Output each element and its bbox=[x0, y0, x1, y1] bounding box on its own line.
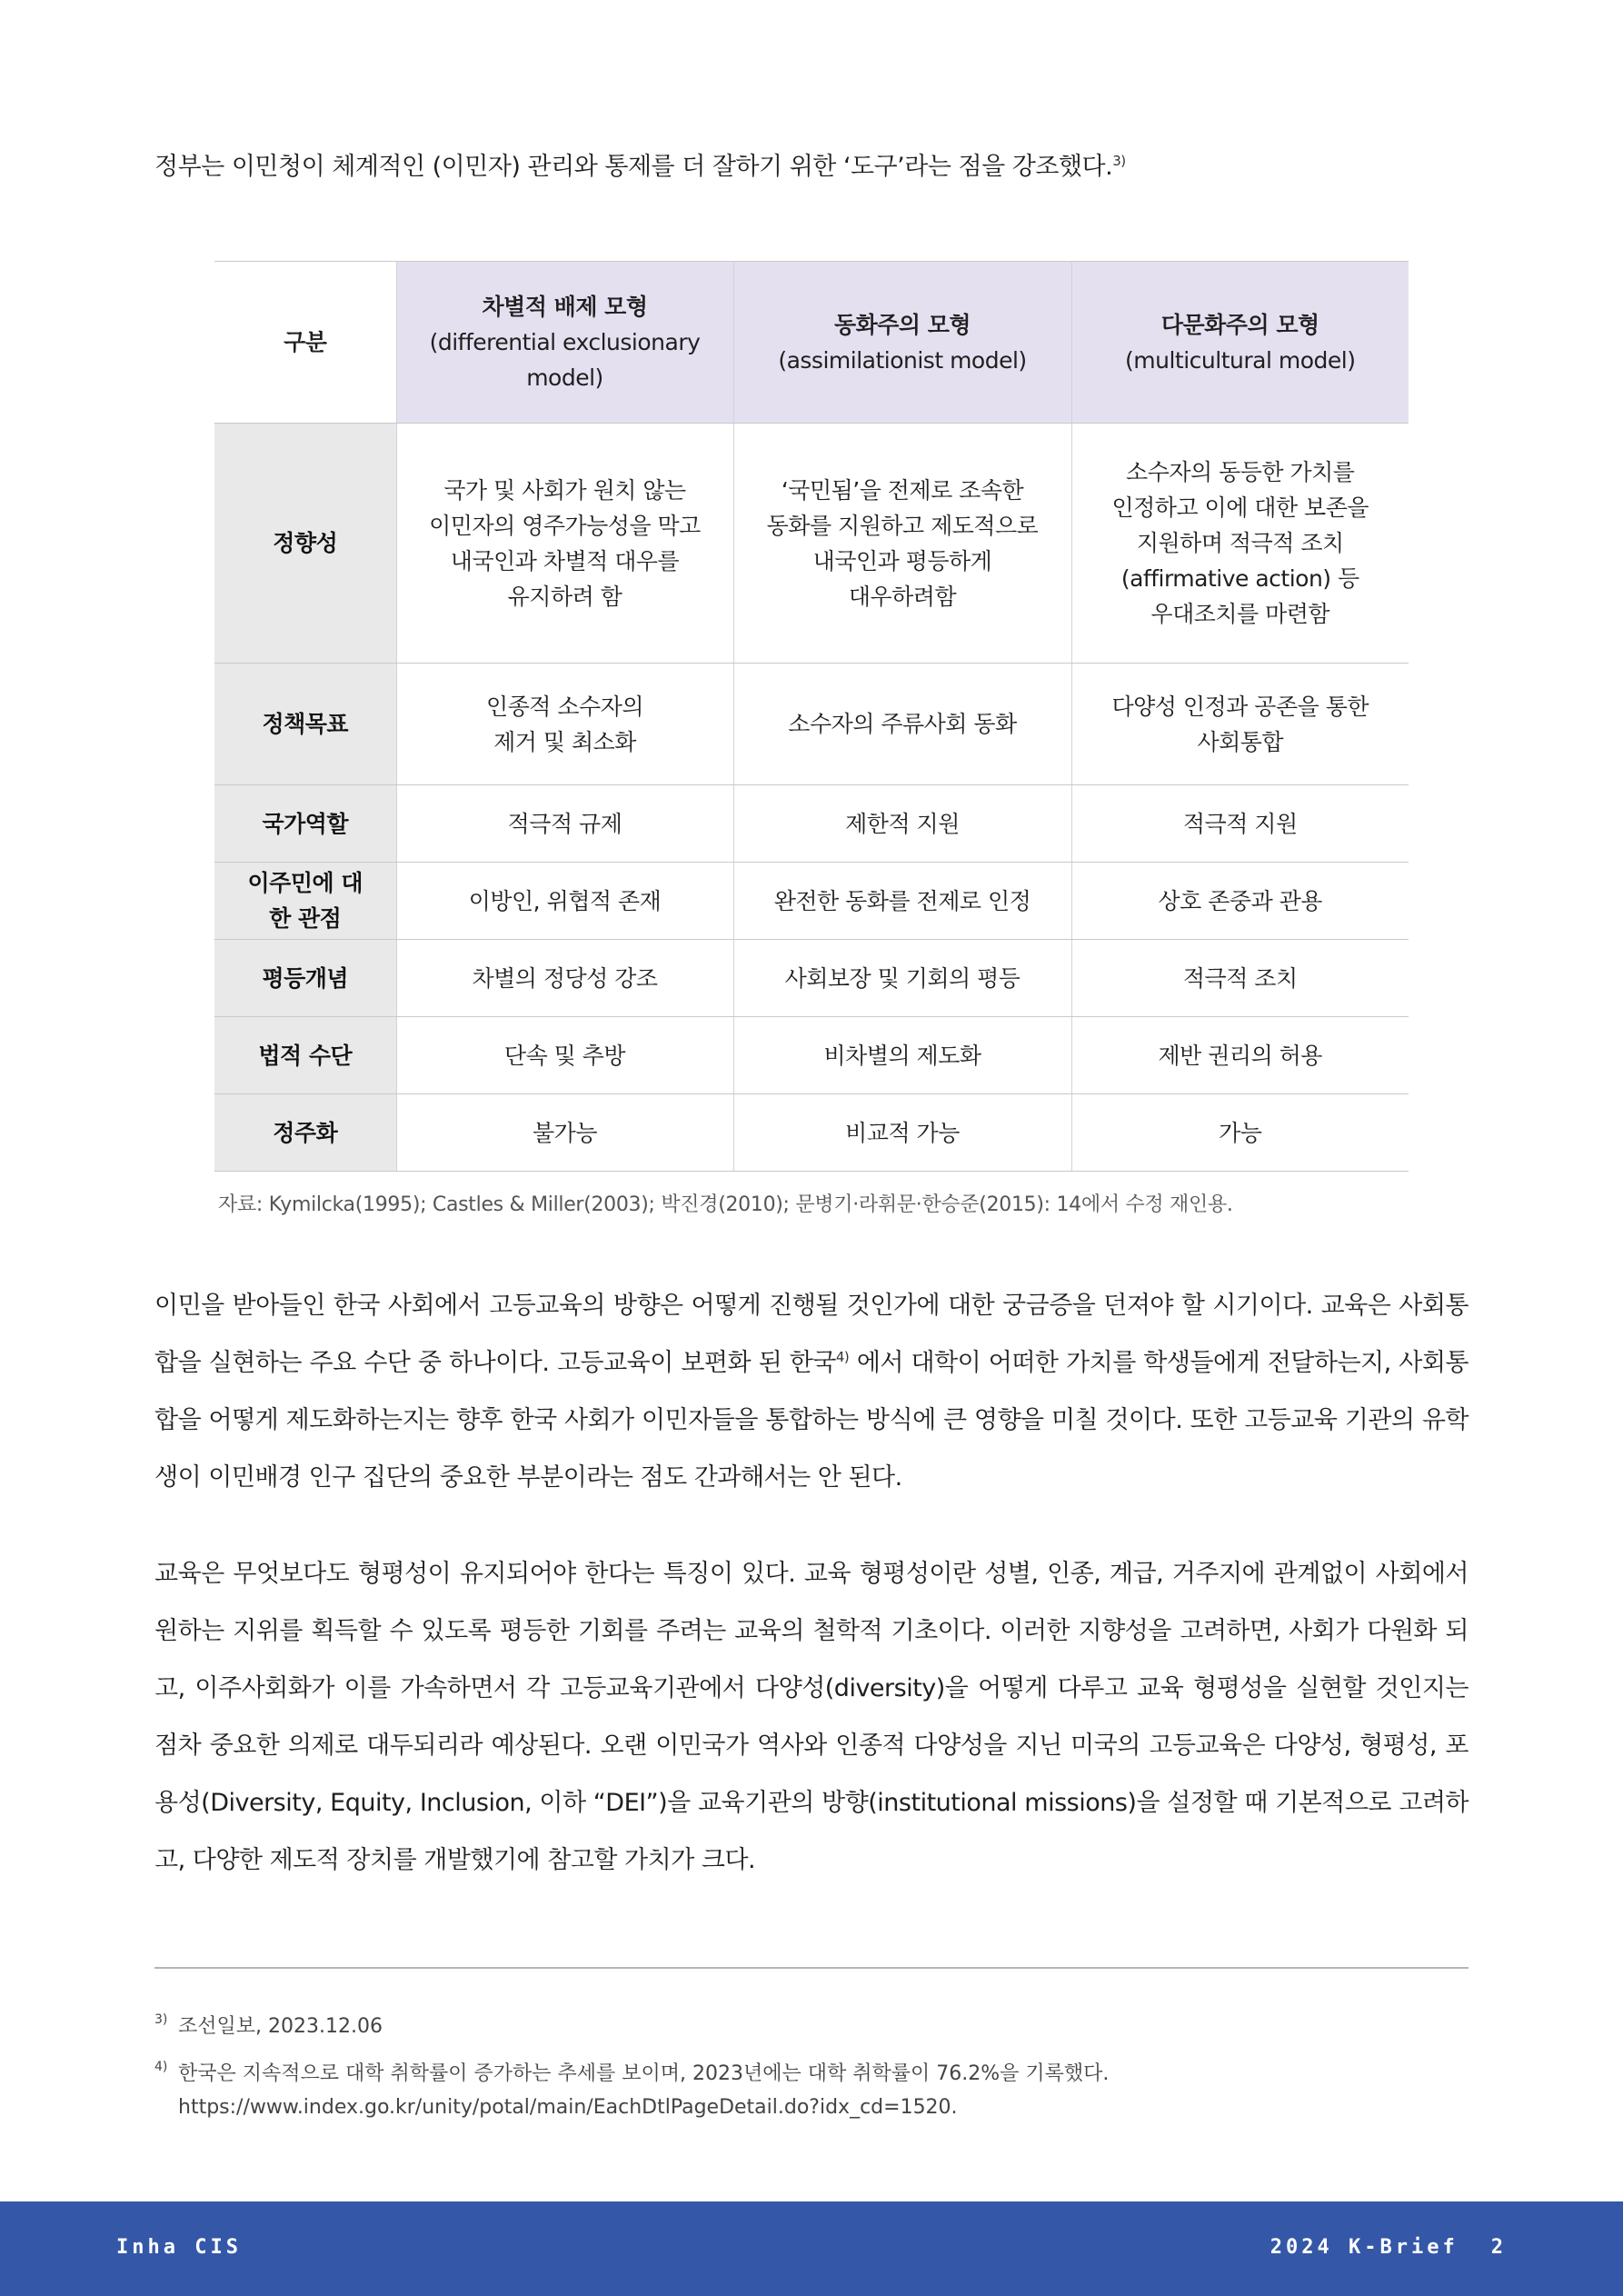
cell-line: 비차별의 제도화 bbox=[823, 1042, 981, 1069]
cell-line: 지원하며 적극적 조치 bbox=[1136, 530, 1344, 556]
cell-line: 단속 및 추방 bbox=[503, 1042, 626, 1069]
table-row bbox=[214, 785, 1409, 863]
column-header-ko: 차별적 배제 모형 bbox=[482, 294, 648, 320]
cell-line: 불가능 bbox=[533, 1119, 597, 1146]
table-cell bbox=[1071, 424, 1409, 664]
column-header-en: (differential exclusionary model) bbox=[429, 329, 701, 391]
footnote-4 bbox=[154, 2056, 1463, 2123]
table-row bbox=[214, 424, 1409, 664]
cell-line: 적극적 조치 bbox=[1182, 964, 1298, 992]
table-header-row bbox=[214, 262, 1409, 424]
paragraph-text: 이민을 받아들인 한국 사회에서 고등교육의 방향은 어떻게 진행될 것인가에 대한 궁금증을 던져야 할 시기이다. 교육은 사회통합을 실현하는 주요 수단 중 하나이다. 고등교육이 보편화 된 한국 bbox=[154, 1292, 1469, 1377]
intro-text: 정부는 이민청이 체계적인 (이민자) 관리와 통제를 더 잘하기 위한 ‘도구’라는 점을 강조했다. bbox=[154, 153, 1113, 181]
table-cell bbox=[1071, 940, 1409, 1017]
footer-publication bbox=[1270, 2236, 1507, 2259]
cell-line: 우대조치를 마련함 bbox=[1150, 601, 1330, 627]
table-cell bbox=[1071, 863, 1409, 940]
row-header: 정향성 bbox=[214, 424, 396, 664]
cell-line: 비교적 가능 bbox=[845, 1119, 960, 1146]
column-header-ko: 다문화주의 모형 bbox=[1160, 311, 1319, 338]
cell-line: 사회통합 bbox=[1197, 728, 1284, 755]
table-source-note: 자료: Kymilcka(1995); Castles & Miller(2003); 박진경(2010); 문병기·라휘문·한승준(2015): 14에서 수정 재인용. bbox=[218, 1193, 1233, 1216]
cell-line: 내국인과 평등하게 bbox=[812, 547, 992, 574]
footnote-divider bbox=[154, 1967, 1469, 1969]
table-cell bbox=[733, 1017, 1071, 1094]
table-cell bbox=[733, 940, 1071, 1017]
cell-line: 제반 권리의 허용 bbox=[1158, 1042, 1322, 1069]
cell-line: 소수자의 동등한 가치를 bbox=[1126, 459, 1355, 485]
table-cell bbox=[396, 785, 733, 863]
column-header-ko: 동화주의 모형 bbox=[833, 311, 971, 338]
cell-line: 인정하고 이에 대한 보존을 bbox=[1111, 494, 1369, 521]
table-cell bbox=[396, 424, 733, 664]
body-paragraph-2: 교육은 무엇보다도 형평성이 유지되어야 한다는 특징이 있다. 교육 형평성이란 성별, 인종, 계급, 거주지에 관계없이 사회에서 원하는 지위를 획득할 수 있도록 평등한 기회를 주려는 교육의 철학적 기초이다. 이러한 지향성을 고려하면, 사회가 다원화 되고, 이주사회화가 이를 가속하면서 각 고등교육기관에서 다양성(diversity)을 어떻게 다루고 교육 형평성을 실현할 것인지는 점차 중요한 의제로 대두되리라 예상된다. 오랜 이민국가 역사와 인종적 다양성을 지닌 미국의 고등교육은 다양성, 형평성, 포용성(Diversity, Equity, Inclusion, 이하 “DEI”)을 교육기관의 방향(institutional missions)을 설정할 때 기본적으로 고려하고, 다양한 제도적 장치를 개발했기에 참고할 가치가 크다. bbox=[154, 1560, 1469, 1874]
column-header-en: (multicultural model) bbox=[1125, 346, 1356, 374]
table-body bbox=[214, 424, 1409, 1172]
cell-line: 인종적 소수자의 bbox=[486, 693, 643, 720]
table-row bbox=[214, 1094, 1409, 1172]
table-cell bbox=[396, 863, 733, 940]
table-cell bbox=[733, 664, 1071, 785]
table-cell bbox=[733, 424, 1071, 664]
cell-line: 국가 및 사회가 원치 않는 bbox=[443, 476, 686, 504]
cell-line: 동화를 지원하고 제도적으로 bbox=[766, 512, 1039, 539]
row-header: 평등개념 bbox=[214, 940, 396, 1017]
cell-line: 완전한 동화를 전제로 인정 bbox=[773, 887, 1031, 914]
table-corner-label: 구분 bbox=[214, 262, 396, 424]
cell-line: 제한적 지원 bbox=[845, 810, 960, 837]
column-header-assimilationist bbox=[733, 262, 1071, 424]
cell-line: 가능 bbox=[1219, 1119, 1262, 1146]
body-paragraph-1 bbox=[154, 1277, 1469, 1506]
row-header: 이주민에 대한 관점 bbox=[214, 863, 396, 940]
page-footer bbox=[0, 2201, 1623, 2296]
migration-policy-model-table bbox=[214, 261, 1409, 1172]
footnote-text: 한국은 지속적으로 대학 취학률이 증가하는 추세를 보이며, 2023년에는 대학 취학률이 76.2%을 기록했다. bbox=[178, 2062, 1110, 2085]
cell-line: 내국인과 차별적 대우를 bbox=[450, 547, 680, 574]
cell-line: 적극적 지원 bbox=[1182, 810, 1298, 837]
table-cell bbox=[733, 863, 1071, 940]
cell-line: ‘국민됨’을 전제로 조속한 bbox=[781, 476, 1024, 504]
cell-line: (affirmative action) 등 bbox=[1120, 565, 1359, 592]
paragraph-text: 에서 대학이 어떠한 가치를 학생들에게 전달하는지, 사회통합을 어떻게 제도화하는지는 향후 한국 사회가 이민자들을 통합하는 방식에 큰 영향을 미칠 것이다. 또한 고등교육 기관의 유학생이 이민배경 인구 집단의 중요한 부분이라는 점도 간과해서는 안 된다. bbox=[154, 1349, 1469, 1492]
cell-line: 차별의 정당성 강조 bbox=[472, 964, 658, 992]
cell-line: 이민자의 영주가능성을 막고 bbox=[429, 512, 701, 539]
row-header: 국가역할 bbox=[214, 785, 396, 863]
column-header-multicultural bbox=[1071, 262, 1409, 424]
footnote-link[interactable]: https://www.index.go.kr/unity/potal/main/EachDtlPageDetail.do?idx_cd=1520. bbox=[178, 2096, 958, 2119]
cell-line: 제거 및 최소화 bbox=[493, 728, 636, 755]
column-header-exclusionary bbox=[396, 262, 733, 424]
row-header: 법적 수단 bbox=[214, 1017, 396, 1094]
footnotes bbox=[154, 2009, 1463, 2134]
cell-line: 적극적 규제 bbox=[507, 810, 622, 837]
table-cell bbox=[396, 940, 733, 1017]
column-header-en: (assimilationist model) bbox=[778, 346, 1027, 374]
row-header: 정주화 bbox=[214, 1094, 396, 1172]
table-cell bbox=[733, 785, 1071, 863]
table-cell bbox=[1071, 664, 1409, 785]
table-cell bbox=[396, 1017, 733, 1094]
intro-paragraph bbox=[154, 145, 1472, 189]
row-header: 정책목표 bbox=[214, 664, 396, 785]
table-cell bbox=[1071, 1094, 1409, 1172]
cell-line: 사회보장 및 기회의 평등 bbox=[784, 964, 1021, 992]
footer-brief-title: 2024 K-Brief bbox=[1270, 2236, 1459, 2259]
footnote-text: 조선일보, 2023.12.06 bbox=[178, 2015, 383, 2038]
cell-line: 대우하려함 bbox=[848, 583, 957, 610]
table-row bbox=[214, 940, 1409, 1017]
table-cell bbox=[1071, 1017, 1409, 1094]
table-row bbox=[214, 1017, 1409, 1094]
cell-line: 이방인, 위협적 존재 bbox=[468, 887, 662, 914]
cell-line: 상호 존중과 관용 bbox=[1158, 887, 1322, 914]
table-row bbox=[214, 664, 1409, 785]
page-number: 2 bbox=[1490, 2236, 1507, 2259]
table-cell bbox=[396, 1094, 733, 1172]
cell-line: 다양성 인정과 공존을 통한 bbox=[1111, 693, 1369, 720]
footnote-3 bbox=[154, 2009, 1463, 2045]
table-cell bbox=[1071, 785, 1409, 863]
footnote-ref-4[interactable]: 4) bbox=[835, 1349, 850, 1365]
table-row bbox=[214, 863, 1409, 940]
footnote-number: 3) bbox=[154, 2012, 168, 2027]
footnote-number: 4) bbox=[154, 2060, 168, 2074]
cell-line: 소수자의 주류사회 동화 bbox=[788, 711, 1017, 737]
cell-line: 유지하려 함 bbox=[507, 583, 622, 610]
table-cell bbox=[733, 1094, 1071, 1172]
table-cell bbox=[396, 664, 733, 785]
footer-org-name: Inha CIS bbox=[116, 2236, 242, 2259]
footnote-ref-3[interactable]: 3) bbox=[1112, 153, 1126, 169]
